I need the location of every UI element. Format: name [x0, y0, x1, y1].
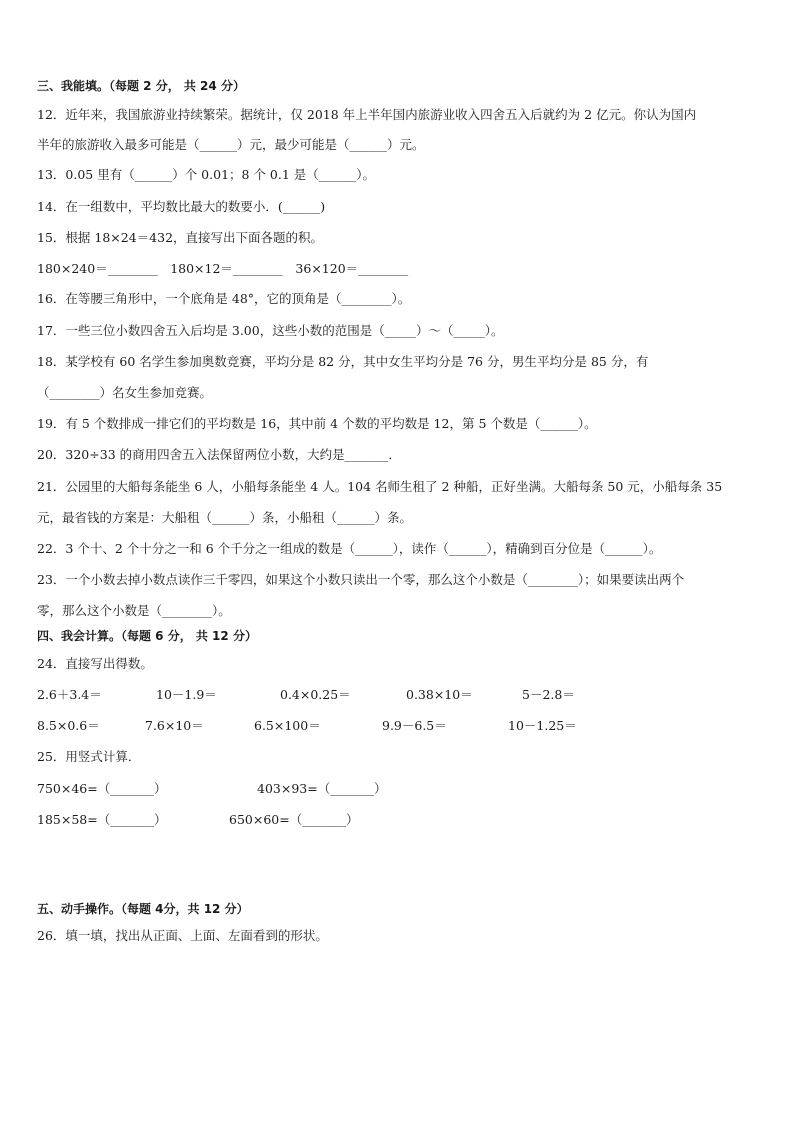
- q23-line-1: 23．一个小数去掉小数点读作三千零四，如果这个小数只读出一个零，那么这个小数是（________）；如果要读出两个: [37, 572, 685, 587]
- calc-item: 0.38×10＝: [406, 687, 473, 702]
- q12-line-1: 12．近年来，我国旅游业持续繁荣。据统计，仅 2018 年上半年国内旅游业收入四舍五入后就约为 2 亿元。你认为国内: [37, 107, 697, 122]
- calc-item: 7.6×10＝: [145, 718, 204, 733]
- q23-line-2: 零，那么这个小数是（________）。: [37, 603, 231, 618]
- q14: 14．在一组数中，平均数比最大的数要小．(______): [37, 199, 326, 214]
- q18-line-1: 18．某学校有 60 名学生参加奥数竞赛，平均分是 82 分，其中女生平均分是 76 分，男生平均分是 85 分，有: [37, 354, 649, 369]
- q12-line-2: 半年的旅游收入最多可能是（______）元，最少可能是（______）元。: [37, 137, 425, 152]
- vertical-calc-item: 750×46=（_______）: [37, 781, 167, 796]
- vertical-calc-item: 185×58=（_______）: [37, 812, 167, 827]
- q24: 24．直接写出得数。: [37, 656, 153, 671]
- calc-item: 10－1.25＝: [508, 718, 577, 733]
- calc-item: 9.9－6.5＝: [382, 718, 447, 733]
- vertical-calc-item: 403×93=（_______）: [257, 781, 387, 796]
- section-3-heading: 三、我能填。（每题 2 分， 共 24 分）: [37, 79, 245, 93]
- q20: 20．320÷33 的商用四舍五入法保留两位小数，大约是_______．: [37, 447, 401, 462]
- q25: 25．用竖式计算．: [37, 749, 141, 764]
- calc-item: 6.5×100＝: [254, 718, 321, 733]
- calc-item: 2.6＋3.4＝: [37, 687, 102, 702]
- q21-line-2: 元，最省钱的方案是：大船租（______）条，小船租（______）条。: [37, 510, 413, 525]
- q21-line-1: 21．公园里的大船每条能坐 6 人，小船每条能坐 4 人。104 名师生租了 2 种船，正好坐满。大船每条 50 元，小船每条 35: [37, 479, 723, 494]
- q19: 19．有 5 个数排成一排它们的平均数是 16，其中前 4 个数的平均数是 12，第 5 个数是（______）。: [37, 416, 597, 431]
- q13: 13．0.05 里有（______）个 0.01；8 个 0.1 是（______）。: [37, 167, 376, 182]
- q26: 26．填一填，找出从正面、上面、左面看到的形状。: [37, 928, 328, 943]
- calc-item: 10－1.9＝: [156, 687, 217, 702]
- vertical-calc-item: 650×60=（_______）: [229, 812, 359, 827]
- calc-item: 8.5×0.6＝: [37, 718, 100, 733]
- calc-item: 0.4×0.25＝: [280, 687, 351, 702]
- q17: 17．一些三位小数四舍五入后均是 3.00，这些小数的范围是（_____）～（_____）。: [37, 323, 504, 338]
- section-5-heading: 五、动手操作。（每题 4分，共 12 分）: [37, 902, 249, 916]
- q15: 15．根据 18×24＝432，直接写出下面各题的积。: [37, 230, 324, 245]
- q22: 22．3 个十、2 个十分之一和 6 个千分之一组成的数是（______），读作（______），精确到百分位是（______）。: [37, 541, 662, 556]
- section-4-heading: 四、我会计算。（每题 6 分， 共 12 分）: [37, 629, 257, 643]
- q16: 16．在等腰三角形中，一个底角是 48°，它的顶角是（________）。: [37, 291, 411, 306]
- q18-line-2: （________）名女生参加竞赛。: [37, 385, 213, 400]
- q15-items: 180×240＝________ 180×12＝________ 36×120＝________: [37, 261, 409, 276]
- calc-item: 5－2.8＝: [522, 687, 575, 702]
